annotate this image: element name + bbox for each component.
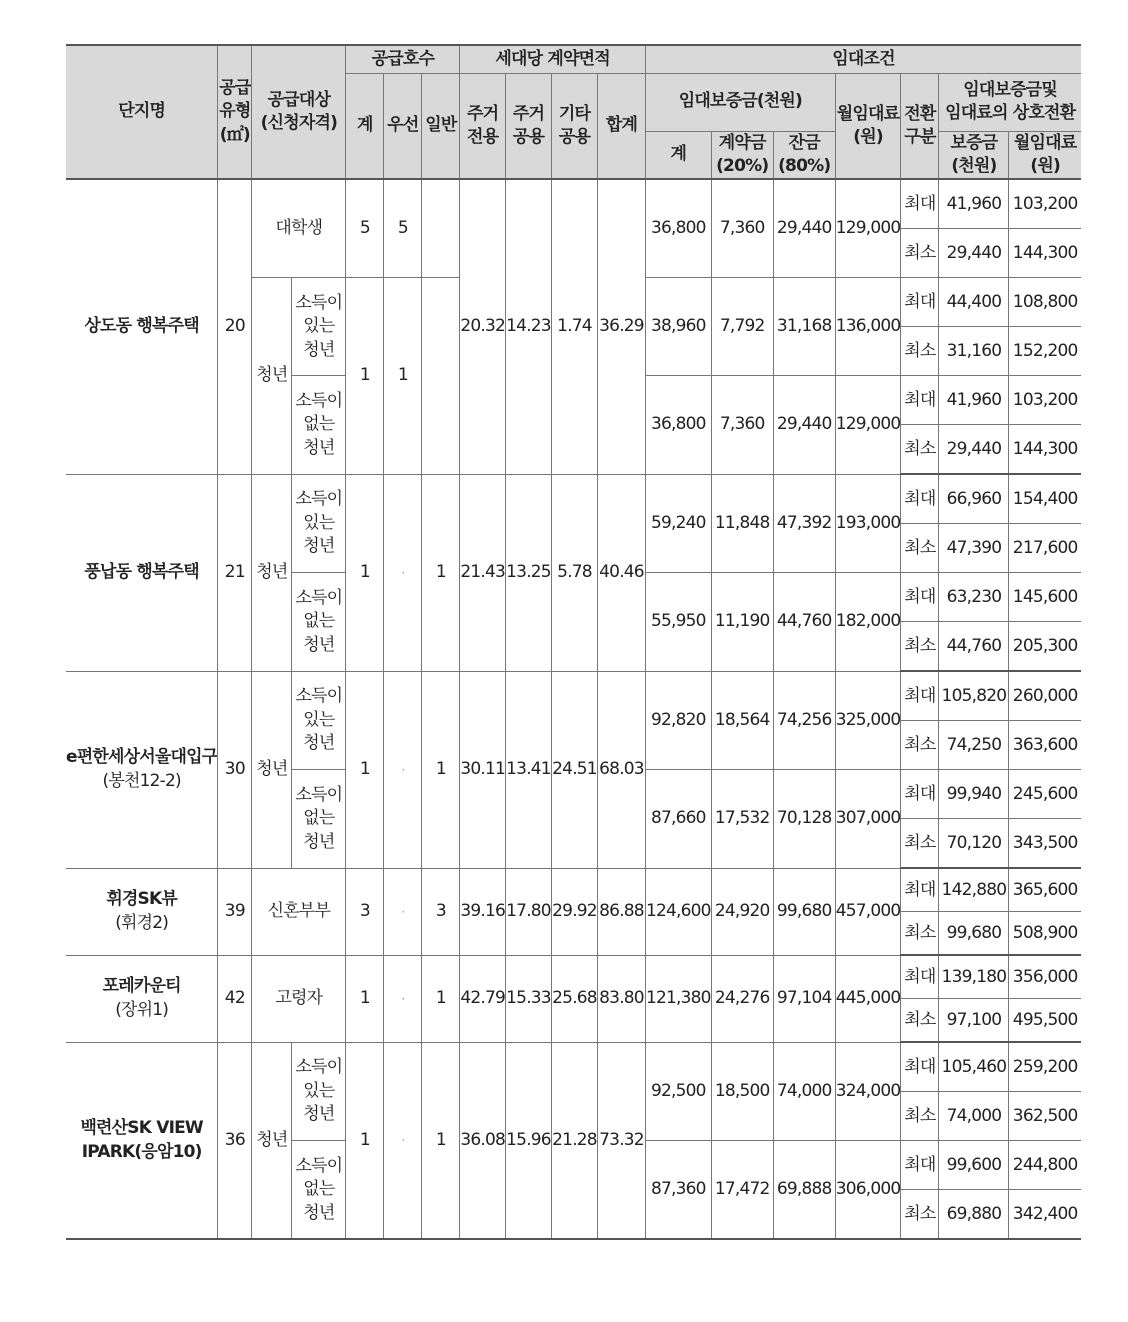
area-other: 5.78 bbox=[552, 474, 598, 671]
target-income-no: 소득이 없는 청년 bbox=[292, 770, 346, 869]
conv-deposit: 63,230 bbox=[939, 573, 1009, 622]
units-priority: 1 bbox=[384, 278, 422, 475]
deposit-total: 59,240 bbox=[646, 474, 712, 573]
header-deposit-balance: 잔금 (80%) bbox=[773, 131, 835, 179]
monthly-rent: 324,000 bbox=[835, 1042, 901, 1141]
deposit-down: 24,276 bbox=[711, 955, 773, 1042]
conv-monthly: 205,300 bbox=[1009, 622, 1081, 672]
target-income-no: 소득이 없는 청년 bbox=[292, 573, 346, 672]
deposit-total: 36,800 bbox=[646, 179, 712, 278]
complex-name: 상도동 행복주택 bbox=[66, 179, 218, 474]
target: 신혼부부 bbox=[252, 868, 346, 955]
deposit-balance: 47,392 bbox=[773, 474, 835, 573]
conv-type-max: 최대 bbox=[901, 573, 939, 622]
conv-deposit: 139,180 bbox=[939, 955, 1009, 999]
monthly-rent: 182,000 bbox=[835, 573, 901, 672]
deposit-balance: 29,440 bbox=[773, 179, 835, 278]
area-common: 14.23 bbox=[506, 179, 552, 474]
conv-monthly: 342,400 bbox=[1009, 1190, 1081, 1240]
deposit-down: 11,848 bbox=[711, 474, 773, 573]
deposit-down: 24,920 bbox=[711, 868, 773, 955]
deposit-balance: 31,168 bbox=[773, 278, 835, 376]
header-area-sum: 합계 bbox=[598, 73, 646, 179]
conv-monthly: 152,200 bbox=[1009, 327, 1081, 376]
conv-type-min: 최소 bbox=[901, 912, 939, 956]
area-sum: 86.88 bbox=[598, 868, 646, 955]
conv-type-max: 최대 bbox=[901, 955, 939, 999]
complex-name: 풍납동 행복주택 bbox=[66, 474, 218, 671]
conv-deposit: 99,940 bbox=[939, 770, 1009, 819]
units-priority: · bbox=[384, 868, 422, 955]
conv-monthly: 343,500 bbox=[1009, 819, 1081, 869]
conv-monthly: 495,500 bbox=[1009, 999, 1081, 1043]
deposit-total: 36,800 bbox=[646, 376, 712, 475]
header-target: 공급대상 (신청자격) bbox=[252, 45, 346, 179]
header-area-common: 주거 공용 bbox=[506, 73, 552, 179]
conv-type-min: 최소 bbox=[901, 229, 939, 278]
units-total: 3 bbox=[346, 868, 384, 955]
conv-monthly: 144,300 bbox=[1009, 229, 1081, 278]
deposit-balance: 97,104 bbox=[773, 955, 835, 1042]
units-priority: · bbox=[384, 474, 422, 671]
units-general bbox=[422, 179, 460, 278]
units-general: 1 bbox=[422, 955, 460, 1042]
header-units-group: 공급호수 bbox=[346, 45, 460, 73]
complex-name: e편한세상서울대입구 (봉천12-2) bbox=[66, 671, 218, 868]
supply-type: 39 bbox=[218, 868, 252, 955]
area-sum: 68.03 bbox=[598, 671, 646, 868]
area-other: 21.28 bbox=[552, 1042, 598, 1239]
conv-monthly: 365,600 bbox=[1009, 868, 1081, 912]
area-exclusive: 36.08 bbox=[460, 1042, 506, 1239]
conv-deposit: 29,440 bbox=[939, 425, 1009, 475]
target-youth: 청년 bbox=[252, 1042, 292, 1239]
monthly-rent: 457,000 bbox=[835, 868, 901, 955]
header-units-priority: 우선 bbox=[384, 73, 422, 179]
deposit-balance: 44,760 bbox=[773, 573, 835, 672]
supply-type: 20 bbox=[218, 179, 252, 474]
conv-type-max: 최대 bbox=[901, 474, 939, 524]
target-youth: 청년 bbox=[252, 278, 292, 475]
target-income-yes: 소득이 있는 청년 bbox=[292, 474, 346, 573]
area-sum: 73.32 bbox=[598, 1042, 646, 1239]
conv-type-max: 최대 bbox=[901, 179, 939, 229]
header-area-other: 기타 공용 bbox=[552, 73, 598, 179]
header-rent-group: 임대조건 bbox=[646, 45, 1081, 73]
area-common: 13.41 bbox=[506, 671, 552, 868]
monthly-rent: 129,000 bbox=[835, 376, 901, 475]
monthly-rent: 445,000 bbox=[835, 955, 901, 1042]
conv-type-max: 최대 bbox=[901, 376, 939, 425]
area-common: 15.96 bbox=[506, 1042, 552, 1239]
conv-type-min: 최소 bbox=[901, 999, 939, 1043]
units-total: 1 bbox=[346, 1042, 384, 1239]
conv-monthly: 108,800 bbox=[1009, 278, 1081, 327]
conv-monthly: 356,000 bbox=[1009, 955, 1081, 999]
deposit-total: 38,960 bbox=[646, 278, 712, 376]
conv-type-max: 최대 bbox=[901, 671, 939, 721]
header-conv-monthly: 월임대료 (원) bbox=[1009, 131, 1081, 179]
supply-type: 42 bbox=[218, 955, 252, 1042]
units-priority: · bbox=[384, 671, 422, 868]
deposit-down: 7,360 bbox=[711, 376, 773, 475]
area-common: 13.25 bbox=[506, 474, 552, 671]
target-youth: 청년 bbox=[252, 671, 292, 868]
target: 대학생 bbox=[252, 179, 346, 278]
units-general bbox=[422, 278, 460, 475]
deposit-down: 17,472 bbox=[711, 1141, 773, 1240]
complex-name: 백련산SK VIEW IPARK(응암10) bbox=[66, 1042, 218, 1239]
header-supply-type: 공급 유형 (㎡) bbox=[218, 45, 252, 179]
header-monthly-rent: 월임대료 (원) bbox=[835, 73, 901, 179]
area-exclusive: 20.32 bbox=[460, 179, 506, 474]
conv-type-min: 최소 bbox=[901, 327, 939, 376]
conv-monthly: 260,000 bbox=[1009, 671, 1081, 721]
conv-monthly: 363,600 bbox=[1009, 721, 1081, 770]
target-income-yes: 소득이 있는 청년 bbox=[292, 1042, 346, 1141]
conv-deposit: 41,960 bbox=[939, 376, 1009, 425]
deposit-balance: 70,128 bbox=[773, 770, 835, 869]
units-priority: 5 bbox=[384, 179, 422, 278]
monthly-rent: 193,000 bbox=[835, 474, 901, 573]
conv-deposit: 29,440 bbox=[939, 229, 1009, 278]
area-sum: 40.46 bbox=[598, 474, 646, 671]
header-deposit-group: 임대보증금(천원) bbox=[646, 73, 836, 131]
header-area-exclusive: 주거 전용 bbox=[460, 73, 506, 179]
deposit-balance: 99,680 bbox=[773, 868, 835, 955]
conv-type-min: 최소 bbox=[901, 524, 939, 573]
conv-type-min: 최소 bbox=[901, 425, 939, 475]
conv-type-max: 최대 bbox=[901, 1141, 939, 1190]
target-youth: 청년 bbox=[252, 474, 292, 671]
conv-type-min: 최소 bbox=[901, 721, 939, 770]
units-total: 1 bbox=[346, 474, 384, 671]
conv-deposit: 97,100 bbox=[939, 999, 1009, 1043]
conv-monthly: 244,800 bbox=[1009, 1141, 1081, 1190]
conv-deposit: 70,120 bbox=[939, 819, 1009, 869]
conv-deposit: 44,400 bbox=[939, 278, 1009, 327]
monthly-rent: 325,000 bbox=[835, 671, 901, 770]
conv-deposit: 74,000 bbox=[939, 1092, 1009, 1141]
conv-type-min: 최소 bbox=[901, 622, 939, 672]
conv-type-max: 최대 bbox=[901, 770, 939, 819]
conv-type-min: 최소 bbox=[901, 819, 939, 869]
conv-monthly: 144,300 bbox=[1009, 425, 1081, 475]
area-sum: 36.29 bbox=[598, 179, 646, 474]
deposit-total: 92,500 bbox=[646, 1042, 712, 1141]
target-income-no: 소득이 없는 청년 bbox=[292, 376, 346, 475]
deposit-down: 17,532 bbox=[711, 770, 773, 869]
monthly-rent: 129,000 bbox=[835, 179, 901, 278]
area-exclusive: 42.79 bbox=[460, 955, 506, 1042]
area-common: 17.80 bbox=[506, 868, 552, 955]
conv-deposit: 99,680 bbox=[939, 912, 1009, 956]
target-income-yes: 소득이 있는 청년 bbox=[292, 671, 346, 770]
deposit-down: 11,190 bbox=[711, 573, 773, 672]
deposit-total: 55,950 bbox=[646, 573, 712, 672]
conv-monthly: 154,400 bbox=[1009, 474, 1081, 524]
header-complex: 단지명 bbox=[66, 45, 218, 179]
conv-monthly: 245,600 bbox=[1009, 770, 1081, 819]
deposit-down: 18,564 bbox=[711, 671, 773, 770]
header-conversion-type: 전환 구분 bbox=[901, 73, 939, 179]
conv-type-max: 최대 bbox=[901, 1042, 939, 1092]
supply-type: 36 bbox=[218, 1042, 252, 1239]
deposit-total: 87,360 bbox=[646, 1141, 712, 1240]
target-income-yes: 소득이 있는 청년 bbox=[292, 278, 346, 376]
conv-monthly: 145,600 bbox=[1009, 573, 1081, 622]
conv-deposit: 74,250 bbox=[939, 721, 1009, 770]
deposit-total: 87,660 bbox=[646, 770, 712, 869]
deposit-down: 7,360 bbox=[711, 179, 773, 278]
conv-monthly: 259,200 bbox=[1009, 1042, 1081, 1092]
conv-deposit: 99,600 bbox=[939, 1141, 1009, 1190]
conv-type-min: 최소 bbox=[901, 1092, 939, 1141]
complex-name: 포레카운티 (장위1) bbox=[66, 955, 218, 1042]
conv-deposit: 105,460 bbox=[939, 1042, 1009, 1092]
monthly-rent: 306,000 bbox=[835, 1141, 901, 1240]
units-priority: · bbox=[384, 1042, 422, 1239]
units-priority: · bbox=[384, 955, 422, 1042]
conv-type-max: 최대 bbox=[901, 278, 939, 327]
conv-deposit: 105,820 bbox=[939, 671, 1009, 721]
units-total: 1 bbox=[346, 671, 384, 868]
units-general: 3 bbox=[422, 868, 460, 955]
deposit-balance: 69,888 bbox=[773, 1141, 835, 1240]
deposit-total: 92,820 bbox=[646, 671, 712, 770]
target-income-no: 소득이 없는 청년 bbox=[292, 1141, 346, 1240]
complex-name: 휘경SK뷰 (휘경2) bbox=[66, 868, 218, 955]
conv-deposit: 41,960 bbox=[939, 179, 1009, 229]
conv-monthly: 103,200 bbox=[1009, 179, 1081, 229]
deposit-total: 121,380 bbox=[646, 955, 712, 1042]
header-deposit-down: 계약금 (20%) bbox=[711, 131, 773, 179]
area-common: 15.33 bbox=[506, 955, 552, 1042]
area-sum: 83.80 bbox=[598, 955, 646, 1042]
conv-type-min: 최소 bbox=[901, 1190, 939, 1240]
units-total: 1 bbox=[346, 955, 384, 1042]
conv-monthly: 508,900 bbox=[1009, 912, 1081, 956]
area-exclusive: 21.43 bbox=[460, 474, 506, 671]
conv-monthly: 217,600 bbox=[1009, 524, 1081, 573]
supply-type: 30 bbox=[218, 671, 252, 868]
monthly-rent: 136,000 bbox=[835, 278, 901, 376]
area-other: 1.74 bbox=[552, 179, 598, 474]
deposit-down: 7,792 bbox=[711, 278, 773, 376]
conv-deposit: 31,160 bbox=[939, 327, 1009, 376]
deposit-balance: 74,256 bbox=[773, 671, 835, 770]
conv-type-max: 최대 bbox=[901, 868, 939, 912]
units-general: 1 bbox=[422, 474, 460, 671]
area-other: 25.68 bbox=[552, 955, 598, 1042]
deposit-down: 18,500 bbox=[711, 1042, 773, 1141]
header-conv-deposit: 보증금 (천원) bbox=[939, 131, 1009, 179]
conv-deposit: 142,880 bbox=[939, 868, 1009, 912]
header-area-group: 세대당 계약면적 bbox=[460, 45, 646, 73]
conv-monthly: 103,200 bbox=[1009, 376, 1081, 425]
conv-deposit: 69,880 bbox=[939, 1190, 1009, 1240]
area-exclusive: 39.16 bbox=[460, 868, 506, 955]
deposit-total: 124,600 bbox=[646, 868, 712, 955]
units-general: 1 bbox=[422, 671, 460, 868]
units-total: 1 bbox=[346, 278, 384, 475]
conv-monthly: 362,500 bbox=[1009, 1092, 1081, 1141]
conv-deposit: 47,390 bbox=[939, 524, 1009, 573]
units-total: 5 bbox=[346, 179, 384, 278]
deposit-balance: 74,000 bbox=[773, 1042, 835, 1141]
units-general: 1 bbox=[422, 1042, 460, 1239]
supply-type: 21 bbox=[218, 474, 252, 671]
conv-deposit: 66,960 bbox=[939, 474, 1009, 524]
header-units-total: 계 bbox=[346, 73, 384, 179]
header-deposit-total: 계 bbox=[646, 131, 712, 179]
rental-conditions-table bbox=[66, 44, 1081, 1240]
area-exclusive: 30.11 bbox=[460, 671, 506, 868]
monthly-rent: 307,000 bbox=[835, 770, 901, 869]
area-other: 29.92 bbox=[552, 868, 598, 955]
conv-deposit: 44,760 bbox=[939, 622, 1009, 672]
header-units-general: 일반 bbox=[422, 73, 460, 179]
header-conversion-group: 임대보증금및 임대료의 상호전환 bbox=[939, 73, 1081, 131]
deposit-balance: 29,440 bbox=[773, 376, 835, 475]
area-other: 24.51 bbox=[552, 671, 598, 868]
target: 고령자 bbox=[252, 955, 346, 1042]
